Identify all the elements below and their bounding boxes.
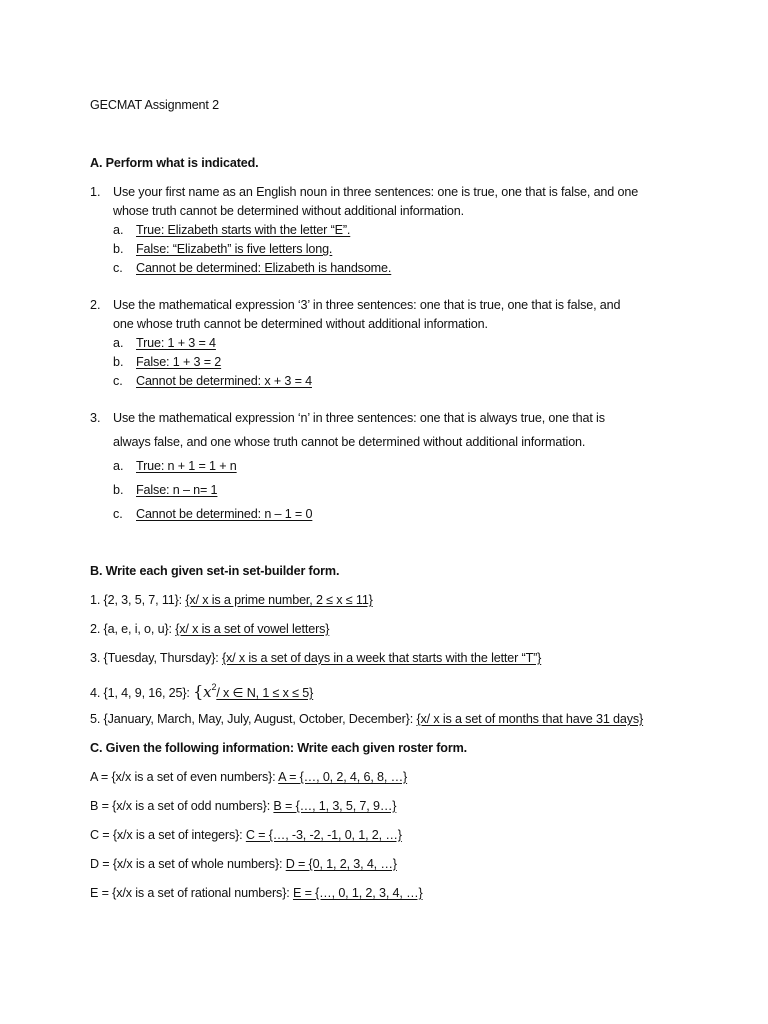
roster-item bbox=[90, 885, 423, 901]
set-builder-answer: {x/ x is a set of days in a week that starts with the letter “T”} bbox=[221, 651, 542, 665]
set-builder-item bbox=[90, 679, 313, 701]
sub-item-answer: True: 1 + 3 = 4 bbox=[136, 336, 216, 350]
set-description: B = {x/x is a set of odd numbers}: bbox=[90, 799, 274, 813]
roster-answer: C = {…, -3, -2, -1, 0, 1, 2, …} bbox=[245, 828, 402, 842]
sub-item-label: b. bbox=[113, 355, 124, 369]
set-builder-answer: {x/ x is a set of vowel letters} bbox=[175, 622, 330, 636]
set-roster: 1. {2, 3, 5, 7, 11}: bbox=[90, 593, 186, 607]
set-roster: 2. {a, e, i, o, u}: bbox=[90, 622, 176, 636]
item-text-line: whose truth cannot be determined without additional information. bbox=[113, 204, 464, 218]
roster-answer: A = {…, 0, 2, 4, 6, 8, …} bbox=[278, 770, 408, 784]
math-exponent: 2 bbox=[211, 682, 217, 692]
section-c-heading: C. Given the following information: Write each given roster form. bbox=[90, 741, 467, 755]
sub-item-answer: True: Elizabeth starts with the letter “E”. bbox=[136, 223, 351, 237]
item-text-line: Use your first name as an English noun in three sentences: one is true, one that is false, and one bbox=[113, 185, 639, 199]
sub-item-answer: True: n + 1 = 1 + n bbox=[136, 459, 237, 473]
roster-item bbox=[90, 798, 396, 814]
roster-answer: D = {0, 1, 2, 3, 4, …} bbox=[285, 857, 397, 871]
item-text-line: one whose truth cannot be determined without additional information. bbox=[113, 317, 488, 331]
roster-answer: E = {…, 0, 1, 2, 3, 4, …} bbox=[292, 886, 423, 900]
sub-item-label: c. bbox=[113, 374, 123, 388]
set-builder-answer: {x/ x is a prime number, 2 ≤ x ≤ 11} bbox=[185, 593, 373, 607]
set-roster: 4. {1, 4, 9, 16, 25}: bbox=[90, 686, 194, 700]
set-roster: 3. {Tuesday, Thursday}: bbox=[90, 651, 222, 665]
sub-item-answer: False: “Elizabeth” is five letters long. bbox=[136, 242, 333, 256]
roster-item bbox=[90, 856, 397, 872]
sub-item-answer: Cannot be determined: Elizabeth is handsome. bbox=[136, 261, 392, 275]
section-b-heading: B. Write each given set-in set-builder form. bbox=[90, 564, 340, 578]
sub-item-label: a. bbox=[113, 459, 124, 473]
item-number: 3. bbox=[90, 411, 101, 425]
set-description: C = {x/x is a set of integers}: bbox=[90, 828, 246, 842]
document-title: GECMAT Assignment 2 bbox=[90, 98, 219, 112]
set-description: A = {x/x is a set of even numbers}: bbox=[90, 770, 279, 784]
math-variable: x bbox=[203, 683, 212, 701]
item-text-line: Use the mathematical expression ‘n’ in three sentences: one that is always true, one that is bbox=[113, 411, 605, 425]
set-description: E = {x/x is a set of rational numbers}: bbox=[90, 886, 293, 900]
sub-item-label: a. bbox=[113, 223, 124, 237]
set-builder-item bbox=[90, 592, 373, 608]
roster-item bbox=[90, 827, 402, 843]
sub-item-label: b. bbox=[113, 483, 124, 497]
set-builder-item bbox=[90, 650, 541, 666]
sub-item-label: b. bbox=[113, 242, 124, 256]
section-a-heading: A. Perform what is indicated. bbox=[90, 156, 259, 170]
sub-item-label: c. bbox=[113, 507, 123, 521]
sub-item-answer: Cannot be determined: n – 1 = 0 bbox=[136, 507, 313, 521]
set-builder-answer: {x/ x is a set of months that have 31 days} bbox=[416, 712, 644, 726]
set-roster: 5. {January, March, May, July, August, October, December}: bbox=[90, 712, 417, 726]
set-description: D = {x/x is a set of whole numbers}: bbox=[90, 857, 286, 871]
set-builder-answer: / x ∈ N, 1 ≤ x ≤ 5} bbox=[216, 686, 314, 700]
item-text-line: Use the mathematical expression ‘3’ in three sentences: one that is true, one that is false, and bbox=[113, 298, 621, 312]
roster-answer: B = {…, 1, 3, 5, 7, 9…} bbox=[273, 799, 397, 813]
set-builder-item bbox=[90, 621, 329, 637]
open-brace: { bbox=[193, 682, 204, 701]
item-text-line: always false, and one whose truth cannot be determined without additional information. bbox=[113, 435, 586, 449]
item-number: 2. bbox=[90, 298, 101, 312]
sub-item-answer: Cannot be determined: x + 3 = 4 bbox=[136, 374, 312, 388]
sub-item-answer: False: n – n= 1 bbox=[136, 483, 218, 497]
sub-item-answer: False: 1 + 3 = 2 bbox=[136, 355, 222, 369]
sub-item-label: a. bbox=[113, 336, 124, 350]
roster-item bbox=[90, 769, 407, 785]
sub-item-label: c. bbox=[113, 261, 123, 275]
set-builder-item bbox=[90, 711, 643, 727]
item-number: 1. bbox=[90, 185, 101, 199]
